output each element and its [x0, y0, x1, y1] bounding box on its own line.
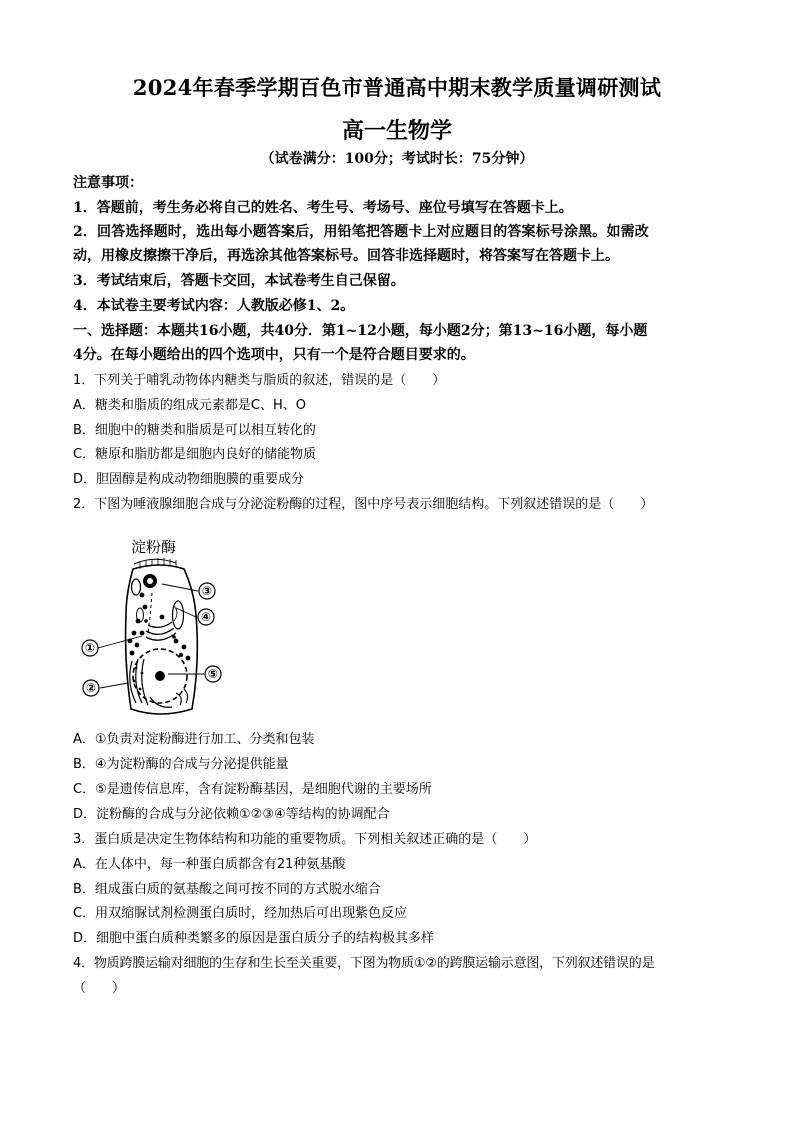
question-4-stem-cont: （ ）	[73, 981, 126, 996]
mark-1: ①	[84, 641, 96, 655]
mark-2: ②	[85, 681, 97, 695]
nucleolus	[155, 671, 165, 681]
section-heading-cont: 4分。在每小题给出的四个选项中，只有一个是符合题目要求的。	[73, 347, 475, 363]
question-3-option-b: B．组成蛋白质的氨基酸之间可按不同的方式脱水缩合	[73, 882, 381, 897]
question-2-option-a: A．①负责对淀粉酶进行加工、分类和包装	[73, 732, 315, 747]
figure-label: 淀粉酶	[131, 538, 177, 556]
question-1-stem: 1．下列关于哺乳动物体内糖类与脂质的叙述，错误的是（ ）	[73, 373, 446, 388]
question-2-option-d: D．淀粉酶的合成与分泌依赖①②③④等结构的协调配合	[73, 807, 390, 822]
mitochondrion	[173, 601, 184, 629]
question-4-stem: 4．物质跨膜运输对细胞的生存和生长至关重要，下图为物质①②的跨膜运输示意图，下列叙述错误的是	[73, 956, 655, 971]
mark-4: ④	[200, 610, 212, 624]
question-2-option-c: C．⑤是遗传信息库，含有淀粉酶基因，是细胞代谢的主要场所	[73, 782, 432, 797]
notice-item: 4．本试卷主要考试内容：人教版必修1、2。	[73, 298, 355, 314]
exam-info: （试卷满分：100分；考试时长：75分钟）	[260, 151, 534, 167]
golgi-apparatus	[146, 622, 176, 640]
question-1-option-d: D．胆固醇是构成动物细胞膜的重要成分	[73, 472, 305, 487]
question-3-option-a: A．在人体中，每一种蛋白质都含有21种氨基酸	[73, 857, 346, 872]
question-2-option-b: B．④为淀粉酶的合成与分泌提供能量	[73, 757, 289, 772]
mark-5: ⑤	[207, 667, 219, 681]
question-1-option-a: A．糖类和脂质的组成元素都是C、H、O	[73, 398, 306, 413]
mark-3: ③	[201, 584, 213, 598]
notice-heading: 注意事项：	[73, 175, 143, 191]
question-3-stem: 3．蛋白质是决定生物体结构和功能的重要物质。下列相关叙述正确的是（ ）	[73, 832, 537, 847]
question-1-option-b: B．细胞中的糖类和脂质是可以相互转化的	[73, 423, 316, 438]
endoplasmic-reticulum	[130, 659, 172, 707]
question-3-option-c: C．用双缩脲试剂检测蛋白质时，经加热后可出现紫色反应	[73, 906, 408, 921]
section-heading: 一、选择题：本题共16小题，共40分．第1~12小题，每小题2分；第13~16小题，每小题	[73, 323, 648, 339]
subject-title: 高一生物学	[341, 118, 452, 144]
question-3-option-d: D．细胞中蛋白质种类繁多的原因是蛋白质分子的结构极其多样	[73, 931, 435, 946]
salivary-cell-figure	[76, 533, 236, 719]
notice-item: 动，用橡皮擦擦干净后，再选涂其他答案标号。回答非选择题时，将答案写在答题卡上。	[73, 248, 619, 264]
question-2-stem: 2．下图为唾液腺细胞合成与分泌淀粉酶的过程，图中序号表示细胞结构。下列叙述错误的是（ ）	[73, 497, 654, 512]
notice-item: 2．回答选择题时，选出每小题答案后，用铅笔把答题卡上对应题目的答案标号涂黑。如需改	[73, 224, 649, 240]
question-1-option-c: C．糖原和脂肪都是细胞内良好的储能物质	[73, 447, 317, 462]
mitochondrion	[132, 579, 141, 595]
exam-title: 2024年春季学期百色市普通高中期末教学质量调研测试	[132, 75, 662, 100]
notice-item: 1．答题前，考生务必将自己的姓名、考生号、考场号、座位号填写在答题卡上。	[73, 200, 573, 216]
notice-item: 3．考试结束后，答题卡交回，本试卷考生自己保留。	[73, 273, 405, 289]
